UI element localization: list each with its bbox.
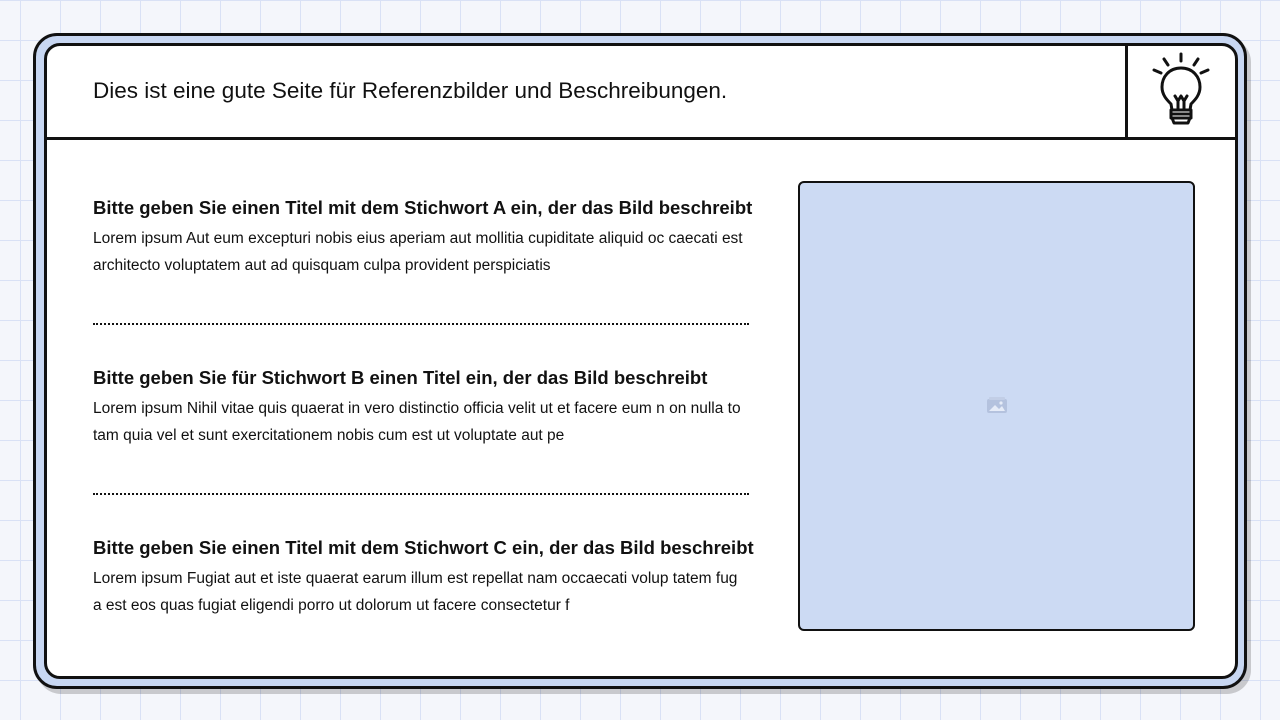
divider — [93, 493, 749, 495]
section-a-body: Lorem ipsum Aut eum excepturi nobis eius aperiam aut mollitia cupiditate aliquid oc caecati est architecto voluptatem aut ad quisquam culpa provident perspiciatis — [93, 230, 743, 274]
slide-card — [44, 43, 1238, 679]
section-c-body: Lorem ipsum Fugiat aut et iste quaerat earum illum est repellat nam occaecati volup tatem fuga est eos quas fugiat eligendi porro ut dolorum ut facere consectetur f — [93, 570, 738, 614]
page-title: Dies ist eine gute Seite für Referenzbilder und Beschreibungen. — [93, 78, 728, 103]
section-c-title: Bitte geben Sie einen Titel mit dem Stichwort C ein, der das Bild beschreibt — [93, 537, 754, 558]
section-c — [93, 537, 753, 619]
icon-box — [1125, 46, 1238, 137]
header-bar — [47, 46, 1235, 140]
image-placeholder[interactable] — [798, 181, 1195, 631]
section-b-body: Lorem ipsum Nihil vitae quis quaerat in vero distinctio officia velit ut et facere eum n on nulla totam quia vel et sunt exercitationem nobis cum est ut voluptate aut pe — [93, 400, 741, 444]
section-b-title: Bitte geben Sie für Stichwort B einen Titel ein, der das Bild beschreibt — [93, 367, 708, 388]
section-b — [93, 367, 753, 449]
lightbulb-icon — [1150, 52, 1212, 130]
section-a-title: Bitte geben Sie einen Titel mit dem Stichwort A ein, der das Bild beschreibt — [93, 197, 753, 218]
section-a — [93, 197, 753, 279]
image-icon — [986, 396, 1008, 414]
divider — [93, 323, 749, 325]
